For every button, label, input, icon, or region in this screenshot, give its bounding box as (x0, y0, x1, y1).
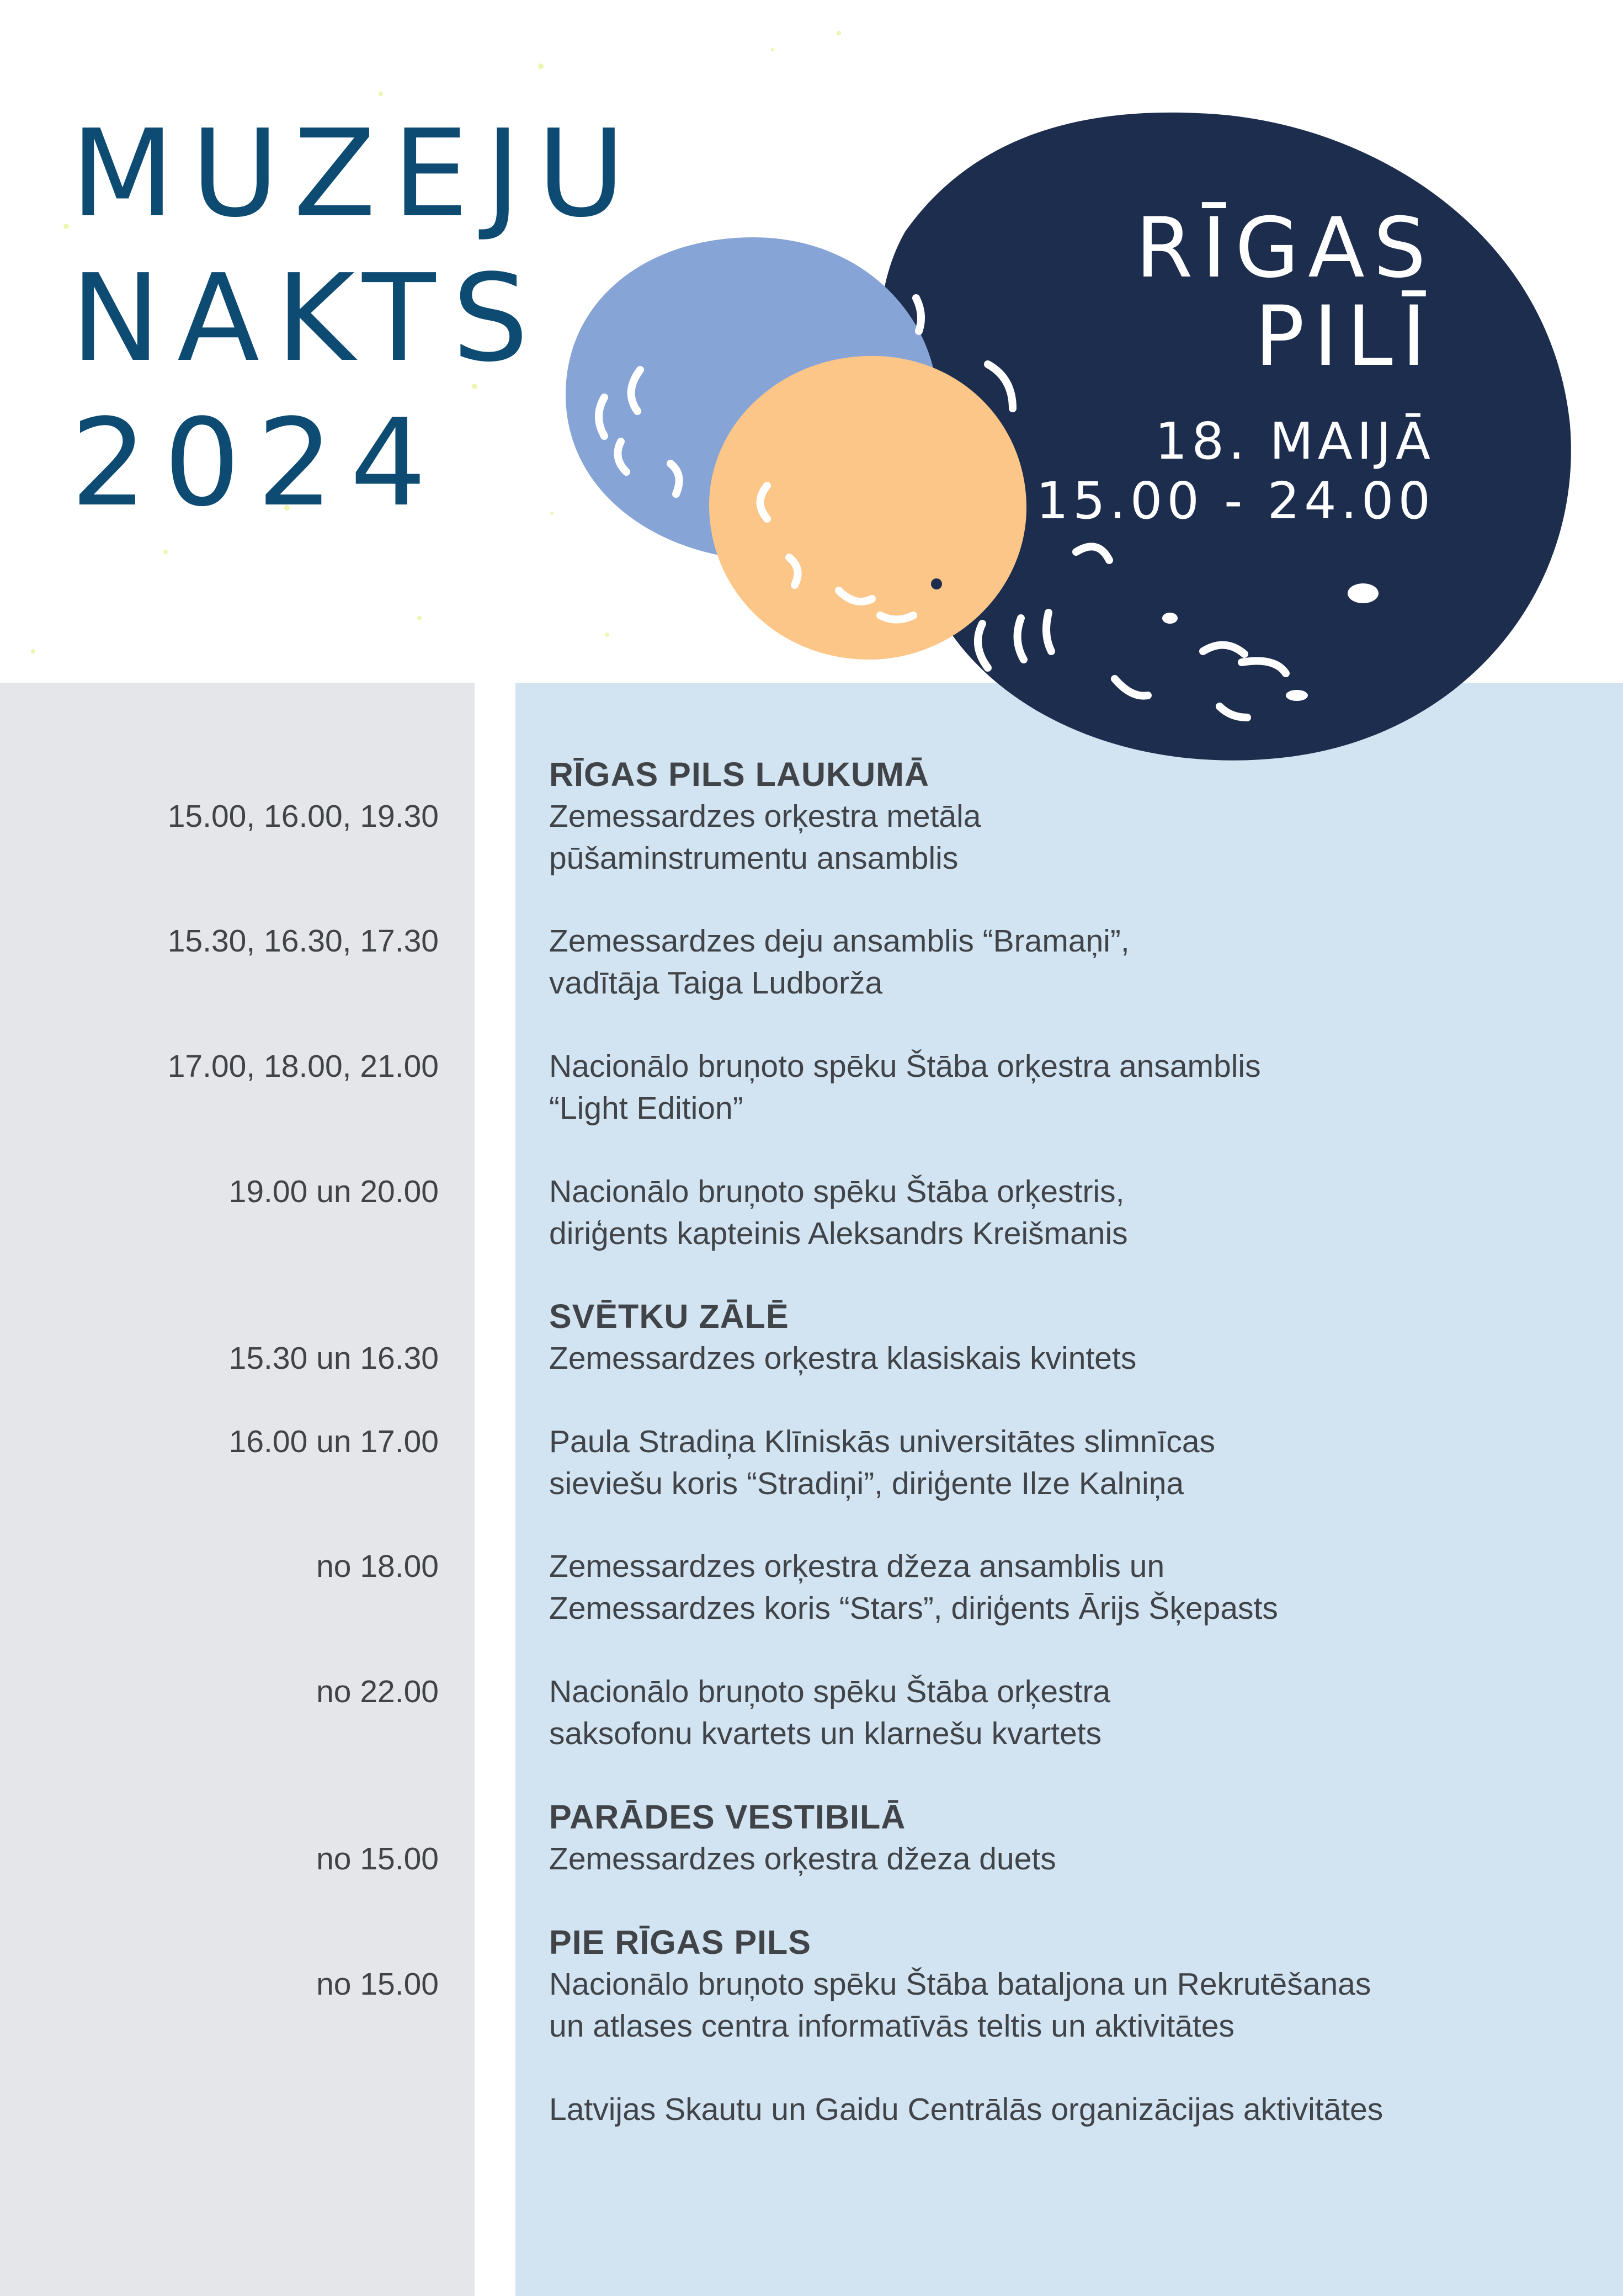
event-line: Zemessardzes orķestra metāla (549, 799, 981, 834)
event-line: Zemessardzes orķestra džeza duets (549, 1841, 1056, 1877)
event-line: saksofonu kvartets un klarnešu kvartets (549, 1716, 1102, 1751)
event-description (549, 1171, 1598, 1255)
venue-name-line-1: RĪGAS (1135, 200, 1435, 296)
title-line-3: 2024 (71, 394, 443, 533)
event-line: “Light Edition” (549, 1091, 743, 1126)
event-description (549, 1545, 1598, 1629)
event-description (549, 1337, 1598, 1379)
section-heading-parade-vestibule: PARĀDES VESTIBILĀ (549, 1798, 906, 1836)
event-line: sieviešu koris “Stradiņi”, diriģente Ilze Kalniņa (549, 1466, 1184, 1501)
event-time: 15.00, 16.00, 19.30 (167, 799, 439, 834)
section-heading-riga-castle-square: RĪGAS PILS LAUKUMĀ (549, 756, 929, 793)
event-description (549, 795, 1598, 879)
event-time: no 22.00 (316, 1674, 439, 1709)
event-description (549, 1421, 1598, 1505)
title-line-1: MUZEJU (71, 104, 642, 244)
event-line: Zemessardzes orķestra džeza ansamblis un (549, 1549, 1165, 1584)
event-date: 18. MAIJĀ (1154, 412, 1435, 471)
section-heading-festive-hall: SVĒTKU ZĀLĒ (549, 1298, 789, 1335)
event-time: no 18.00 (316, 1549, 439, 1584)
event-time: no 15.00 (316, 1967, 439, 2002)
event-line: Nacionālo bruņoto spēku Štāba bataljona un Rekrutēšanas (549, 1967, 1371, 2002)
event-line: Zemessardzes koris “Stars”, diriģents Ārijs Šķepasts (549, 1591, 1278, 1626)
event-time: 15.30, 16.30, 17.30 (167, 923, 439, 959)
event-time: 17.00, 18.00, 21.00 (167, 1049, 439, 1084)
event-description (549, 1045, 1598, 1129)
event-line: Latvijas Skautu un Gaidu Centrālās organizācijas aktivitātes (549, 2092, 1383, 2127)
title-line-2: NAKTS (71, 249, 545, 389)
event-description (549, 920, 1598, 1004)
event-description (549, 2088, 1598, 2130)
event-line: Nacionālo bruņoto spēku Štāba orķestra ansamblis (549, 1049, 1261, 1084)
event-hours: 15.00 - 24.00 (1036, 471, 1435, 530)
event-description (549, 1671, 1598, 1755)
event-time: 16.00 un 17.00 (228, 1424, 439, 1459)
section-heading-by-riga-castle: PIE RĪGAS PILS (549, 1923, 811, 1961)
event-line: Nacionālo bruņoto spēku Štāba orķestris, (549, 1174, 1125, 1209)
event-line: vadītāja Taiga Ludborža (549, 965, 883, 1001)
event-line: Nacionālo bruņoto spēku Štāba orķestra (549, 1674, 1111, 1709)
event-time: 15.30 un 16.30 (228, 1341, 439, 1376)
event-time: 19.00 un 20.00 (228, 1174, 439, 1209)
event-time: no 15.00 (316, 1841, 439, 1877)
event-line: Zemessardzes orķestra klasiskais kvintets (549, 1341, 1137, 1376)
event-line: diriģents kapteinis Aleksandrs Kreišmanis (549, 1216, 1128, 1251)
event-line: Zemessardzes deju ansamblis “Bramaņi”, (549, 923, 1130, 959)
event-line: Paula Stradiņa Klīniskās universitātes slimnīcas (549, 1424, 1216, 1459)
event-line: un atlases centra informatīvās teltis un aktivitātes (549, 2008, 1234, 2044)
event-description (549, 1963, 1598, 2047)
event-line: pūšaminstrumentu ansamblis (549, 841, 959, 876)
event-description (549, 1838, 1598, 1880)
venue-name-line-2: PILĪ (1254, 289, 1435, 385)
